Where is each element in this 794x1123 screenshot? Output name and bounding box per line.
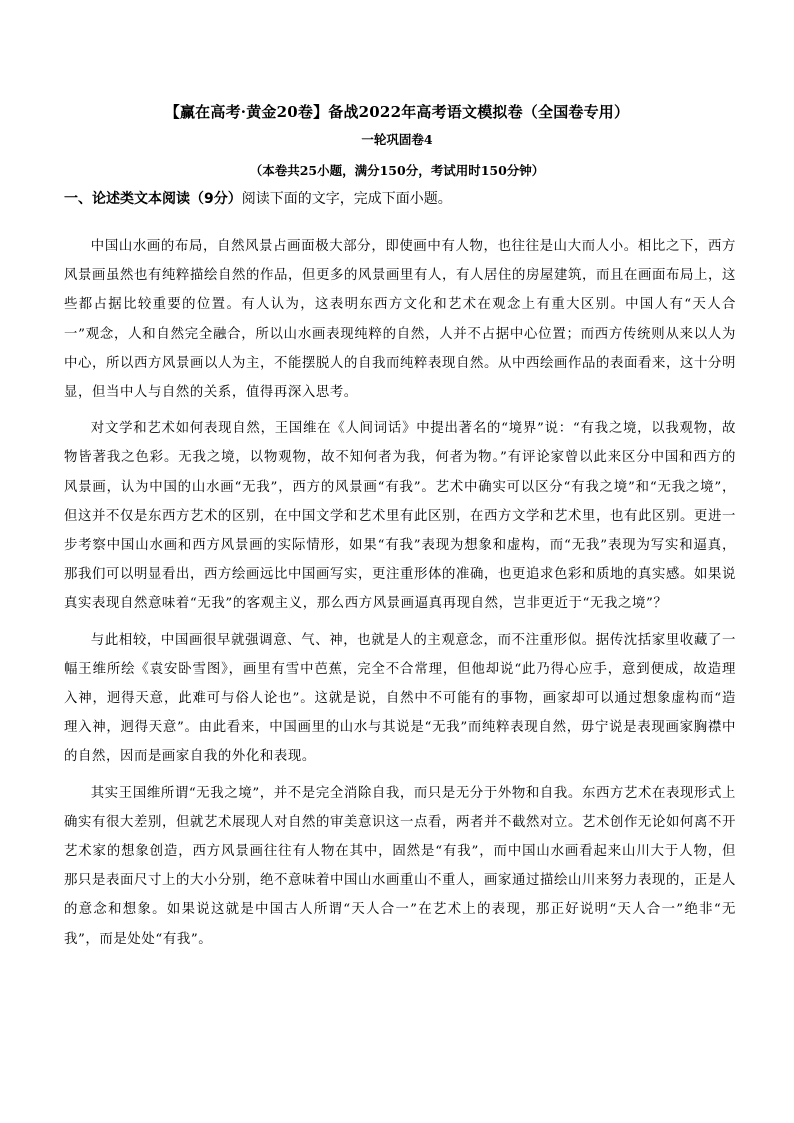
exam-note: （本卷共25小题，满分150分，考试用时150分钟）	[249, 163, 545, 178]
section-instruction: 阅读下面的文字，完成下面小题。	[241, 191, 452, 207]
passage-paragraph-4: 其实王国维所谓“无我之境”，并不是完全消除自我，而只是无分于外物和自我。东西方艺术在表现形式上确实有很大差别，但就艺术展现人对自然的审美意识这一点看，两者并不截然对立。艺术创作无论如何离不开艺术家的想象创造，西方风景画往往有人物在其中，固然是“有我”，而中国山水画看起来山川大于人物，但那只是表面尺寸上的大小分别，绝不意味着中国山水画重山不重人，画家通过描绘山川来努力表现的，正是人的意念和想象。如果说这就是中国古人所谓“天人合一”在艺术上的表现，那正好说明“天人合一”绝非“无我”，而是处处“有我”。	[64, 785, 736, 947]
passage-paragraph-1: 中国山水画的布局，自然风景占画面极大部分，即使画中有人物，也往往是山大而人小。相比之下，西方风景画虽然也有纯粹描绘自然的作品，但更多的风景画里有人，有人居住的房屋建筑，而且在画面布局上，这些都占据比较重要的位置。有人认为，这表明东西方文化和艺术在观念上有重大区别。中国人有“天人合一”观念，人和自然完全融合，所以山水画表现纯粹的自然，人并不占据中心位置；而西方传统则从来以人为中心，所以西方风景画以人为主，不能摆脱人的自我而纯粹表现自然。从中西绘画作品的表面看来，这十分明显，但当中人与自然的关系，值得再深入思考。	[64, 239, 736, 401]
section-heading	[64, 188, 744, 210]
reading-passage	[64, 232, 736, 961]
exam-title: 【赢在高考·黄金20卷】备战2022年高考语文模拟卷（全国卷专用）	[164, 103, 630, 121]
passage-paragraph-3: 与此相较，中国画很早就强调意、气、神，也就是人的主观意念，而不注重形似。据传沈括家里收藏了一幅王维所绘《袁安卧雪图》，画里有雪中芭蕉，完全不合常理，但他却说“此乃得心应手，意到便成，故造理入神，迥得天意，此难可与俗人论也”。这就是说，自然中不可能有的事物，画家却可以通过想象虚构而“造理入神，迥得天意”。由此看来，中国画里的山水与其说是“无我”而纯粹表现自然，毋宁说是表现画家胸襟中的自然，因而是画家自我的外化和表现。	[64, 632, 736, 765]
section-label: 一、论述类文本阅读（9分）	[64, 191, 242, 207]
exam-subtitle: 一轮巩固卷4	[361, 132, 433, 147]
passage-paragraph-2: 对文学和艺术如何表现自然，王国维在《人间词话》中提出著名的“境界”说：“有我之境，以我观物，故物皆著我之色彩。无我之境，以物观物，故不知何者为我，何者为物。”有评论家曾以此来区分中国和西方的风景画，认为中国的山水画“无我”，西方的风景画“有我”。艺术中确实可以区分“有我之境”和“无我之境”，但这并不仅是东西方艺术的区别，在中国文学和艺术里有此区别，在西方文学和艺术里，也有此区别。更进一步考察中国山水画和西方风景画的实际情形，如果“有我”表现为想象和虚构，而“无我”表现为写实和逼真，那我们可以明显看出，西方绘画远比中国画写实，更注重形体的准确，也更追求色彩和质地的真实感。如果说真实表现自然意味着“无我”的客观主义，那么西方风景画逼真再现自然，岂非更近于“无我之境”？	[64, 421, 736, 612]
